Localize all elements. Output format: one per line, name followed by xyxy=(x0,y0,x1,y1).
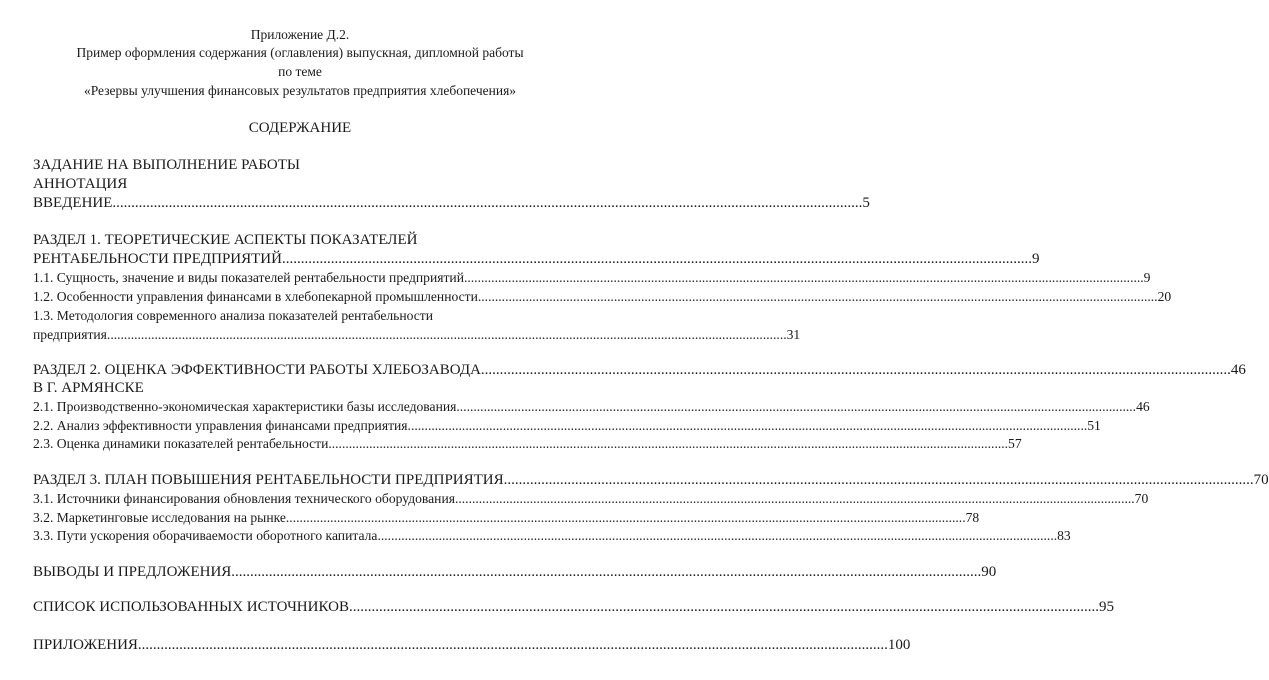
leader-dots: ........................................................................................................................................................................................................ xyxy=(285,510,966,525)
leader-dots: ........................................................................................................................................................................................................ xyxy=(454,491,1135,506)
toc-entry-label: 2.1. Производственно-экономическая характеристики базы исследования xyxy=(33,399,457,414)
toc-entry-label: РАЗДЕЛ 3. ПЛАН ПОВЫШЕНИЯ РЕНТАБЕЛЬНОСТИ ПРЕДПРИЯТИЯ xyxy=(33,472,504,488)
toc-entry-label: СПИСОК ИСПОЛЬЗОВАННЫХ ИСТОЧНИКОВ xyxy=(33,599,349,615)
toc-item-3-2 xyxy=(33,510,980,526)
toc-entry-label: ВВЕДЕНИЕ xyxy=(33,195,113,211)
toc-entry-page: 83 xyxy=(1057,528,1071,543)
leader-dots: ........................................................................................................................................................................................................ xyxy=(137,637,888,653)
leader-dots: ........................................................................................................................................................................................................ xyxy=(231,564,982,580)
leader-dots: ........................................................................................................................................................................................................ xyxy=(456,399,1137,414)
leader-dots: ........................................................................................................................................................................................................ xyxy=(503,472,1254,488)
leader-dots: ........................................................................................................................................................................................................ xyxy=(463,270,1144,285)
toc-entry-label: 2.2. Анализ эффективности управления финансами предприятия xyxy=(33,418,408,433)
leader-dots: ........................................................................................................................................................................................................ xyxy=(348,599,1099,615)
toc-item-1-2 xyxy=(33,289,1172,305)
toc-entry-label: предприятия xyxy=(33,327,107,342)
leader-dots: ........................................................................................................................................................................................................ xyxy=(477,289,1158,304)
toc-entry-page: 70 xyxy=(1134,491,1149,506)
toc-conclusions xyxy=(33,564,997,581)
toc-task: ЗАДАНИЕ НА ВЫПОЛНЕНИЕ РАБОТЫ xyxy=(33,157,300,173)
leader-dots: ........................................................................................................................................................................................................ xyxy=(480,362,1231,378)
leader-dots: ........................................................................................................................................................................................................ xyxy=(106,327,787,342)
toc-entry-page: 9 xyxy=(1143,270,1151,285)
section-2-title-line-1 xyxy=(33,362,1246,379)
toc-item-3-1 xyxy=(33,491,1149,507)
leader-dots: ........................................................................................................................................................................................................ xyxy=(407,418,1088,433)
toc-item-2-3 xyxy=(33,436,1022,452)
toc-entry-page: 9 xyxy=(1031,251,1040,267)
section-3-title xyxy=(33,472,1269,489)
toc-entry-label: ПРИЛОЖЕНИЯ xyxy=(33,637,138,653)
toc-item-1-3-continued xyxy=(33,327,801,343)
header-topic: «Резервы улучшения финансовых результатов предприятия хлебопечения» xyxy=(83,83,517,98)
toc-entry-page: 57 xyxy=(1008,436,1022,451)
toc-sources xyxy=(33,599,1114,616)
toc-entry-page: 78 xyxy=(965,510,980,525)
toc-item-2-2 xyxy=(33,418,1101,434)
toc-entry-label: 3.3. Пути ускорения оборачиваемости оборотного капитала xyxy=(33,528,378,543)
toc-entry-page: 100 xyxy=(887,637,911,653)
toc-entry-page: 46 xyxy=(1230,362,1246,378)
toc-entry-page: 70 xyxy=(1253,472,1269,488)
toc-entry-page: 95 xyxy=(1098,599,1114,615)
toc-entry-label: 1.1. Сущность, значение и виды показателей рентабельности предприятий xyxy=(33,270,464,285)
section-1-title-line-2 xyxy=(33,251,1040,268)
toc-item-1-1 xyxy=(33,270,1151,286)
appendix-label: Приложение Д.2. xyxy=(250,27,350,42)
toc-item-2-1 xyxy=(33,399,1150,415)
leader-dots: ........................................................................................................................................................................................................ xyxy=(377,528,1058,543)
toc-entry-label: РЕНТАБЕЛЬНОСТИ ПРЕДПРИЯТИЙ xyxy=(33,251,282,267)
toc-appendices xyxy=(33,637,911,654)
section-2-title-line-2: В Г. АРМЯНСКЕ xyxy=(33,380,144,396)
toc-entry-label: 3.1. Источники финансирования обновления технического оборудования xyxy=(33,491,455,506)
toc-entry-label: РАЗДЕЛ 2. ОЦЕНКА ЭФФЕКТИВНОСТИ РАБОТЫ ХЛЕБОЗАВОДА xyxy=(33,362,481,378)
toc-item-3-3 xyxy=(33,528,1071,544)
toc-entry-label: 3.2. Маркетинговые исследования на рынке xyxy=(33,510,286,525)
toc-entry-label: 1.2. Особенности управления финансами в хлебопекарной промышленности xyxy=(33,289,478,304)
section-1-title-line-1: РАЗДЕЛ 1. ТЕОРЕТИЧЕСКИЕ АСПЕКТЫ ПОКАЗАТЕЛЕЙ xyxy=(33,232,418,248)
header-line-2: по теме xyxy=(278,64,322,79)
toc-entry-page: 20 xyxy=(1157,289,1172,304)
leader-dots: ........................................................................................................................................................................................................ xyxy=(281,251,1032,267)
toc-entry-page: 51 xyxy=(1087,418,1101,433)
contents-title: СОДЕРЖАНИЕ xyxy=(248,120,352,136)
leader-dots: ........................................................................................................................................................................................................ xyxy=(328,436,1009,451)
toc-entry-label: 2.3. Оценка динамики показателей рентабельности xyxy=(33,436,329,451)
toc-entry-page: 90 xyxy=(981,564,997,580)
toc-entry-page: 46 xyxy=(1136,399,1150,414)
toc-item-1-3: 1.3. Методология современного анализа показателей рентабельности xyxy=(33,308,434,323)
header-line-1: Пример оформления содержания (оглавления) выпускная, дипломной работы xyxy=(76,45,524,60)
toc-entry-page: 5 xyxy=(862,195,870,211)
leader-dots: ........................................................................................................................................................................................................ xyxy=(112,195,863,211)
toc-intro xyxy=(33,195,870,212)
toc-entry-label: ВЫВОДЫ И ПРЕДЛОЖЕНИЯ xyxy=(33,564,232,580)
toc-annotation: АННОТАЦИЯ xyxy=(33,176,128,192)
toc-entry-page: 31 xyxy=(786,327,801,342)
